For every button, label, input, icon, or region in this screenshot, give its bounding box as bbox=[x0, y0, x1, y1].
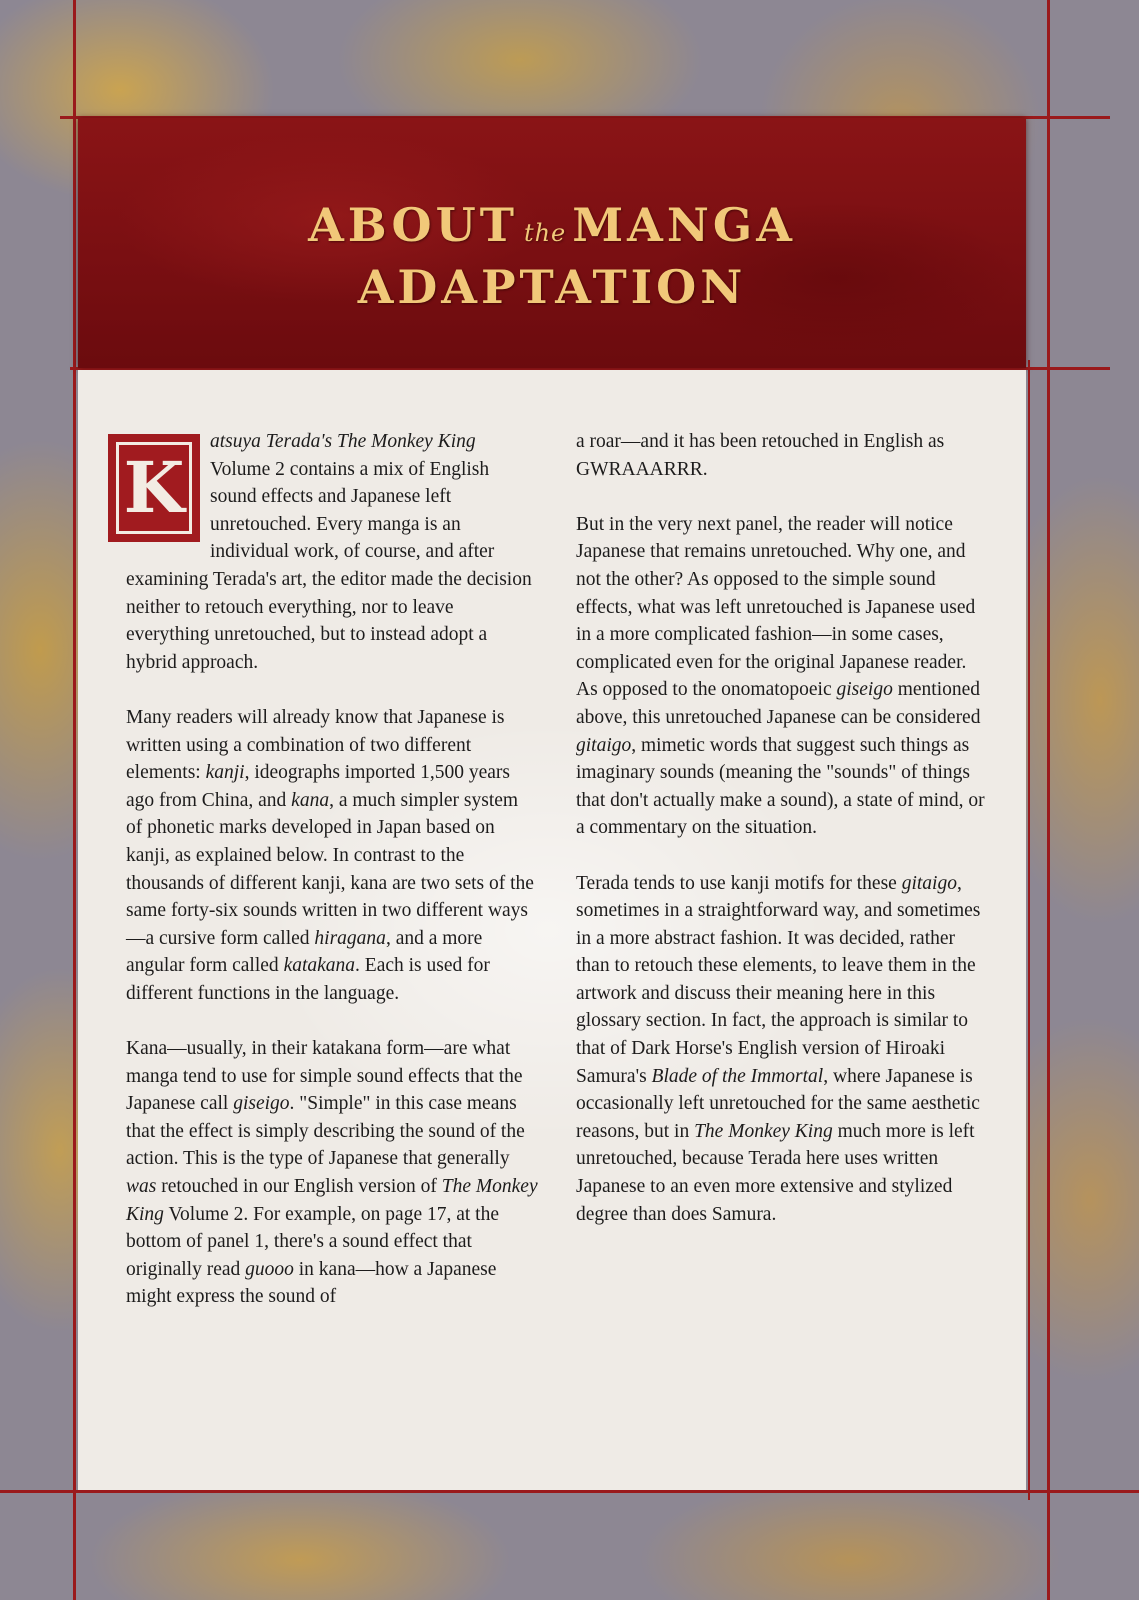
p6-text-a: Terada tends to use kanji motifs for these bbox=[576, 872, 902, 894]
p3-giseigo: giseigo bbox=[233, 1093, 290, 1115]
p5-gitaigo: gitaigo bbox=[576, 734, 632, 756]
page-title-line-1 bbox=[78, 198, 1026, 252]
p3-text-d: Volume 2. For example, on page 17, at the bottom of panel 1, there's a sound effect that originally read bbox=[126, 1203, 499, 1280]
p5-text-c: , mimetic words that suggest such things as imaginary sounds (meaning the "sounds" of things that don't actually make a sound), a state of mind, or a commentary on the situation. bbox=[576, 734, 985, 839]
p2-hiragana: hiragana bbox=[314, 927, 386, 949]
frame-line-right bbox=[1047, 0, 1050, 1600]
title-banner bbox=[78, 118, 1026, 368]
p2-text-d: , and a more angular form called bbox=[126, 927, 483, 977]
frame-line-bottom bbox=[0, 1490, 1139, 1493]
paragraph-6 bbox=[576, 870, 988, 1229]
paragraph-1 bbox=[123, 428, 538, 676]
p6-gitaigo: gitaigo bbox=[901, 872, 957, 894]
p3-book-title: The Monkey King bbox=[126, 1176, 538, 1225]
p5-text-a: But in the very next panel, the reader will notice Japanese that remains unretouched. Why one, and not the other? As opposed to the simple sound effects, what was left unretouched is Japanese used in a more complicated fashion—in some cases, complicated even for the original Japanese reader. As opposed to the onomatopoeic bbox=[576, 513, 976, 701]
p2-katakana: katakana bbox=[283, 955, 356, 977]
frame-line-inner-right bbox=[1028, 360, 1030, 1500]
frame-line-left bbox=[73, 0, 76, 1600]
p1-book-title: The Monkey King bbox=[336, 431, 476, 452]
paragraph-4: a roar—and it has been retouched in English as GWRAAARRR. bbox=[576, 431, 945, 480]
p5-text-b: mentioned above, this unretouched Japanese can be considered bbox=[576, 679, 981, 728]
p6-text-d: much more is left unretouched, because Terada here uses written Japanese to an even more extensive and stylized degree than does Samura. bbox=[576, 1120, 975, 1225]
p2-text-c: , a much simpler system of phonetic marks developed in Japan based on kanji, as explained below. In contrast to the thousands of different kanji, kana are two sets of the same forty-six sounds written in two different ways—a cursive form called bbox=[126, 789, 534, 949]
p6-text-c: , where Japanese is occasionally left unretouched for the same aesthetic reasons, but in bbox=[576, 1065, 980, 1142]
content-panel bbox=[78, 370, 1026, 1490]
p3-text-c: retouched in our English version of bbox=[156, 1176, 442, 1198]
page-title-line-2: ADAPTATION bbox=[357, 260, 747, 314]
drop-cap-letter: K bbox=[116, 442, 192, 534]
paragraph-5 bbox=[576, 511, 988, 842]
p5-giseigo: giseigo bbox=[836, 679, 893, 701]
paragraph-2 bbox=[126, 704, 538, 1008]
title-word-about: ABOUT bbox=[308, 198, 518, 252]
p2-text-b: , ideographs imported 1,500 years ago from China, and bbox=[126, 762, 510, 811]
p3-guooo: guooo bbox=[245, 1258, 294, 1280]
p6-blade-title: Blade of the Immortal bbox=[651, 1065, 824, 1087]
p2-kanji: kanji bbox=[205, 762, 245, 784]
p2-kana: kana bbox=[291, 789, 330, 811]
p3-text-b: . "Simple" in this case means that the effect is simply describing the sound of the action. This is the type of Japanese that generally bbox=[126, 1093, 525, 1170]
p3-text-e: in kana—how a Japanese might express the sound of bbox=[126, 1258, 497, 1308]
p6-book-title: The Monkey King bbox=[694, 1120, 833, 1142]
p3-was: was bbox=[126, 1176, 157, 1198]
p6-text-b: , sometimes in a straightforward way, and sometimes in a more abstract fashion. It was decided, rather than to retouch these elements, to leave them in the artwork and discuss their meaning here in this glossary section. In fact, the approach is similar to that of Dark Horse's English version of Hiroaki Samura's bbox=[576, 872, 981, 1087]
p2-text-a: Many readers will already know that Japanese is written using a combination of two different elements: bbox=[126, 706, 505, 784]
p2-text-e: . Each is used for different functions in the language. bbox=[126, 955, 490, 1004]
p1-text: Volume 2 contains a mix of English sound effects and Japanese left unretouched. Every manga is an individual work, of course, and after examining Terada's art, the editor made the decision neither to retouch everything, nor to leave everything unretouched, but to instead adopt a hybrid approach. bbox=[126, 458, 532, 673]
title-word-the: the bbox=[523, 219, 567, 247]
drop-cap bbox=[108, 434, 200, 542]
p1-italic-start: atsuya Terada's bbox=[210, 431, 337, 452]
title-word-manga: MANGA bbox=[572, 198, 796, 252]
p3-text-a: Kana—usually, in their katakana form—are what manga tend to use for simple sound effects that the Japanese call bbox=[126, 1038, 523, 1115]
paragraph-3 bbox=[126, 1035, 538, 1311]
text-column-left bbox=[123, 428, 538, 1339]
text-column-right bbox=[576, 428, 988, 1256]
